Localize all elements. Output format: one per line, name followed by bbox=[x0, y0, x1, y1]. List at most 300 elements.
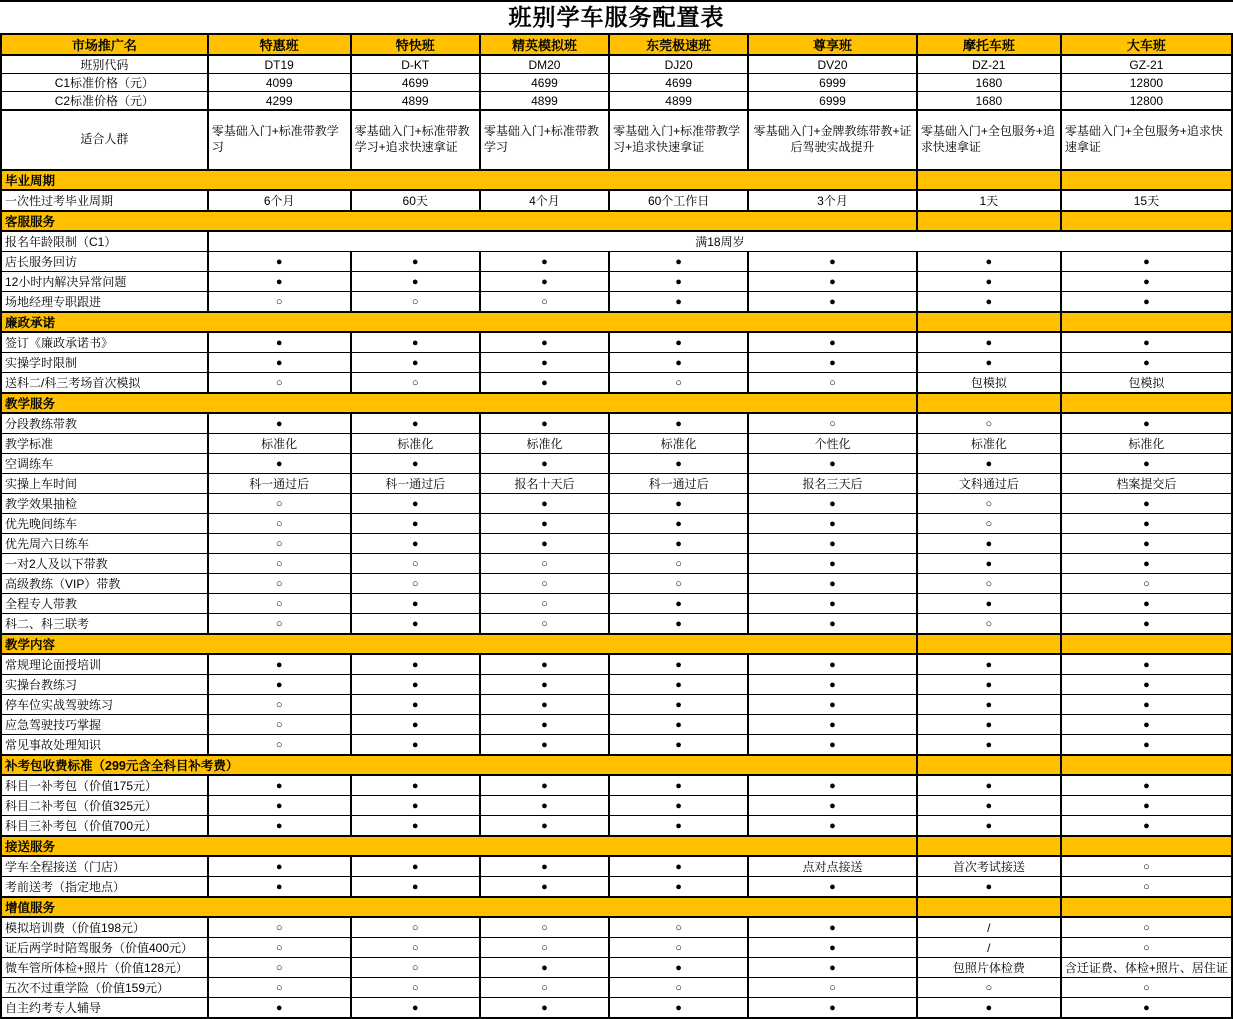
section-filler bbox=[1061, 393, 1232, 413]
cell-value: ● bbox=[208, 775, 351, 796]
cell-value: ● bbox=[351, 272, 480, 292]
cell-value: ○ bbox=[208, 594, 351, 614]
cell-value: ● bbox=[748, 675, 917, 695]
cell-value: ○ bbox=[480, 554, 609, 574]
cell-value: ● bbox=[351, 775, 480, 796]
row-label: 模拟培训费（价值198元） bbox=[1, 917, 208, 938]
table-row bbox=[1, 434, 1232, 454]
cell-value: ● bbox=[917, 816, 1061, 837]
table-row bbox=[1, 74, 1232, 92]
row-label: C1标准价格（元） bbox=[1, 74, 208, 92]
cell-value: ● bbox=[480, 796, 609, 816]
cell-value: ● bbox=[748, 614, 917, 635]
table-row bbox=[1, 715, 1232, 735]
cell-value: 4899 bbox=[609, 92, 748, 111]
section-row bbox=[1, 634, 1232, 654]
cell-value: ● bbox=[351, 594, 480, 614]
table-row bbox=[1, 958, 1232, 978]
cell-value: ○ bbox=[748, 413, 917, 434]
cell-value: ● bbox=[1061, 353, 1232, 373]
cell-value: ● bbox=[917, 272, 1061, 292]
row-label: 科二、科三联考 bbox=[1, 614, 208, 635]
table-row bbox=[1, 775, 1232, 796]
cell-value: 15天 bbox=[1061, 190, 1232, 211]
cell-value: 报名三天后 bbox=[748, 474, 917, 494]
cell-value: ● bbox=[748, 594, 917, 614]
cell-value: ● bbox=[351, 534, 480, 554]
cell-value: ● bbox=[351, 252, 480, 272]
cell-value: DV20 bbox=[748, 55, 917, 74]
table-row bbox=[1, 675, 1232, 695]
row-label: 教学效果抽检 bbox=[1, 494, 208, 514]
cell-value: ● bbox=[917, 877, 1061, 898]
section-title: 增值服务 bbox=[1, 897, 917, 917]
row-label: 常见事故处理知识 bbox=[1, 735, 208, 756]
cell-value: ● bbox=[917, 775, 1061, 796]
section-title: 补考包收费标准（299元含全科目补考费） bbox=[1, 755, 917, 775]
cell-value: ● bbox=[1061, 695, 1232, 715]
cell-value: ● bbox=[480, 958, 609, 978]
cell-value: ● bbox=[917, 534, 1061, 554]
cell-value: 1680 bbox=[917, 92, 1061, 111]
cell-value: 标准化 bbox=[1061, 434, 1232, 454]
cell-value: 零基础入门+标准带教学习+追求快速拿证 bbox=[609, 110, 748, 170]
cell-value: ● bbox=[480, 816, 609, 837]
cell-value: ○ bbox=[208, 715, 351, 735]
cell-value: ● bbox=[609, 877, 748, 898]
table-row bbox=[1, 231, 1232, 252]
cell-value: ● bbox=[351, 735, 480, 756]
cell-value: 科一通过后 bbox=[351, 474, 480, 494]
cell-value: 4699 bbox=[480, 74, 609, 92]
cell-value: ○ bbox=[917, 413, 1061, 434]
cell-value: ● bbox=[609, 514, 748, 534]
cell-value: ○ bbox=[208, 292, 351, 313]
table-row bbox=[1, 55, 1232, 74]
cell-value: ● bbox=[748, 272, 917, 292]
cell-value: ○ bbox=[208, 574, 351, 594]
cell-value: 3个月 bbox=[748, 190, 917, 211]
cell-value: ● bbox=[208, 675, 351, 695]
cell-value: ● bbox=[1061, 998, 1232, 1019]
cell-value: ● bbox=[208, 252, 351, 272]
section-filler bbox=[1061, 170, 1232, 190]
cell-value: ● bbox=[1061, 796, 1232, 816]
table-row bbox=[1, 554, 1232, 574]
column-header: 特惠班 bbox=[208, 34, 351, 55]
column-header: 尊享班 bbox=[748, 34, 917, 55]
cell-value: ● bbox=[480, 353, 609, 373]
cell-value: 60个工作日 bbox=[609, 190, 748, 211]
cell-value: ● bbox=[480, 494, 609, 514]
cell-value: ● bbox=[748, 695, 917, 715]
cell-value: ● bbox=[208, 454, 351, 474]
cell-value: 零基础入门+标准带教学习 bbox=[208, 110, 351, 170]
cell-value: ○ bbox=[208, 735, 351, 756]
section-title: 客服服务 bbox=[1, 211, 917, 231]
cell-value: ● bbox=[917, 332, 1061, 353]
section-row bbox=[1, 211, 1232, 231]
cell-value: ● bbox=[480, 877, 609, 898]
cell-value: ○ bbox=[748, 373, 917, 394]
cell-value: ○ bbox=[917, 614, 1061, 635]
cell-value: ○ bbox=[609, 938, 748, 958]
cell-value: ● bbox=[351, 654, 480, 675]
cell-value: DZ-21 bbox=[917, 55, 1061, 74]
row-label: 报名年龄限制（C1） bbox=[1, 231, 208, 252]
cell-value: ● bbox=[609, 715, 748, 735]
row-label: 科目二补考包（价值325元） bbox=[1, 796, 208, 816]
cell-value: ● bbox=[748, 534, 917, 554]
cell-value: ○ bbox=[480, 292, 609, 313]
cell-value: ○ bbox=[480, 594, 609, 614]
cell-value: 零基础入门+金牌教练带教+证后驾驶实战提升 bbox=[748, 110, 917, 170]
cell-value: ● bbox=[480, 252, 609, 272]
cell-value: ● bbox=[1061, 272, 1232, 292]
cell-value: ○ bbox=[351, 958, 480, 978]
table-row bbox=[1, 614, 1232, 635]
cell-value: ● bbox=[1061, 554, 1232, 574]
cell-value: ● bbox=[351, 998, 480, 1019]
cell-value: ● bbox=[1061, 413, 1232, 434]
section-title: 廉政承诺 bbox=[1, 312, 917, 332]
cell-value: 4699 bbox=[609, 74, 748, 92]
section-row bbox=[1, 836, 1232, 856]
cell-value: ○ bbox=[1061, 938, 1232, 958]
cell-value: ● bbox=[1061, 594, 1232, 614]
cell-value: 4299 bbox=[208, 92, 351, 111]
cell-value: 报名十天后 bbox=[480, 474, 609, 494]
section-title: 教学服务 bbox=[1, 393, 917, 413]
section-filler bbox=[1061, 755, 1232, 775]
cell-value: ● bbox=[1061, 775, 1232, 796]
cell-value: ○ bbox=[351, 373, 480, 394]
cell-value: 4099 bbox=[208, 74, 351, 92]
cell-value: ○ bbox=[480, 614, 609, 635]
cell-value: 科一通过后 bbox=[208, 474, 351, 494]
table-row bbox=[1, 978, 1232, 998]
row-label: C2标准价格（元） bbox=[1, 92, 208, 111]
cell-value: ○ bbox=[351, 574, 480, 594]
table-row bbox=[1, 735, 1232, 756]
cell-value: ● bbox=[208, 998, 351, 1019]
table-row bbox=[1, 816, 1232, 837]
cell-value: ● bbox=[609, 695, 748, 715]
cell-value: ● bbox=[917, 353, 1061, 373]
cell-value: ● bbox=[609, 796, 748, 816]
cell-value: ● bbox=[609, 332, 748, 353]
cell-value: ● bbox=[748, 514, 917, 534]
row-label: 分段教练带教 bbox=[1, 413, 208, 434]
table-row bbox=[1, 938, 1232, 958]
row-label: 12小时内解决异常问题 bbox=[1, 272, 208, 292]
cell-value: 6个月 bbox=[208, 190, 351, 211]
cell-value: ● bbox=[1061, 332, 1232, 353]
cell-value: ○ bbox=[208, 695, 351, 715]
table-row bbox=[1, 454, 1232, 474]
cell-value: ● bbox=[1061, 252, 1232, 272]
cell-value: ● bbox=[609, 998, 748, 1019]
cell-value: ● bbox=[480, 654, 609, 675]
cell-value: ● bbox=[748, 654, 917, 675]
cell-value: 零基础入门+标准带教学习+追求快速拿证 bbox=[351, 110, 480, 170]
table-row bbox=[1, 332, 1232, 353]
cell-value: ● bbox=[1061, 292, 1232, 313]
cell-value: 1天 bbox=[917, 190, 1061, 211]
class-config-table bbox=[0, 33, 1233, 1019]
cell-value: ● bbox=[917, 796, 1061, 816]
cell-value: ○ bbox=[1061, 978, 1232, 998]
cell-value: DM20 bbox=[480, 55, 609, 74]
cell-value: 零基础入门+全包服务+追求快速拿证 bbox=[917, 110, 1061, 170]
cell-value: ● bbox=[208, 413, 351, 434]
cell-value: ● bbox=[748, 554, 917, 574]
section-filler bbox=[917, 170, 1061, 190]
cell-value: ● bbox=[480, 695, 609, 715]
table-row bbox=[1, 413, 1232, 434]
row-label: 签订《廉政承诺书》 bbox=[1, 332, 208, 353]
cell-value: 4699 bbox=[351, 74, 480, 92]
cell-value: ○ bbox=[917, 514, 1061, 534]
header-row bbox=[1, 34, 1232, 55]
cell-value: ○ bbox=[609, 917, 748, 938]
section-row bbox=[1, 393, 1232, 413]
cell-value: ● bbox=[351, 796, 480, 816]
cell-value: ● bbox=[609, 958, 748, 978]
column-header: 精英模拟班 bbox=[480, 34, 609, 55]
table-row bbox=[1, 474, 1232, 494]
row-label: 实操学时限制 bbox=[1, 353, 208, 373]
table-row bbox=[1, 190, 1232, 211]
cell-value: ○ bbox=[208, 917, 351, 938]
cell-value: ● bbox=[917, 594, 1061, 614]
section-row bbox=[1, 312, 1232, 332]
cell-value: 6999 bbox=[748, 74, 917, 92]
cell-value: 标准化 bbox=[351, 434, 480, 454]
cell-value: ○ bbox=[609, 574, 748, 594]
cell-value: ○ bbox=[748, 978, 917, 998]
cell-value: ● bbox=[480, 856, 609, 877]
row-label: 科目三补考包（价值700元） bbox=[1, 816, 208, 837]
cell-value: ○ bbox=[208, 534, 351, 554]
row-label: 五次不过重学险（价值159元） bbox=[1, 978, 208, 998]
cell-value: 档案提交后 bbox=[1061, 474, 1232, 494]
column-header: 大车班 bbox=[1061, 34, 1232, 55]
cell-value: ● bbox=[609, 413, 748, 434]
cell-value: ● bbox=[917, 695, 1061, 715]
table-row bbox=[1, 796, 1232, 816]
cell-value: ● bbox=[351, 695, 480, 715]
cell-value: ● bbox=[609, 775, 748, 796]
table-row bbox=[1, 292, 1232, 313]
cell-value: ● bbox=[480, 534, 609, 554]
cell-value: ○ bbox=[351, 554, 480, 574]
table-row bbox=[1, 877, 1232, 898]
cell-value: ○ bbox=[480, 574, 609, 594]
cell-value: 含迁证费、体检+照片、居住证 bbox=[1061, 958, 1232, 978]
cell-value: 科一通过后 bbox=[609, 474, 748, 494]
cell-value: ● bbox=[917, 554, 1061, 574]
cell-value: ○ bbox=[1061, 856, 1232, 877]
cell-value: ● bbox=[208, 332, 351, 353]
cell-value: 4899 bbox=[351, 92, 480, 111]
table-row bbox=[1, 353, 1232, 373]
cell-value: ● bbox=[1061, 494, 1232, 514]
cell-value: 标准化 bbox=[480, 434, 609, 454]
table-row bbox=[1, 92, 1232, 111]
column-header: 摩托车班 bbox=[917, 34, 1061, 55]
cell-value: 4个月 bbox=[480, 190, 609, 211]
cell-value: ○ bbox=[208, 978, 351, 998]
section-filler bbox=[917, 836, 1061, 856]
row-label: 适合人群 bbox=[1, 110, 208, 170]
cell-value: ○ bbox=[1061, 877, 1232, 898]
cell-value: ● bbox=[1061, 735, 1232, 756]
section-row bbox=[1, 897, 1232, 917]
cell-value: ● bbox=[480, 373, 609, 394]
row-label: 店长服务回访 bbox=[1, 252, 208, 272]
cell-value: ● bbox=[609, 816, 748, 837]
section-filler bbox=[1061, 897, 1232, 917]
table-row bbox=[1, 695, 1232, 715]
cell-value: ● bbox=[1061, 715, 1232, 735]
cell-value: ● bbox=[917, 715, 1061, 735]
cell-value: ● bbox=[208, 856, 351, 877]
row-label: 一次性过考毕业周期 bbox=[1, 190, 208, 211]
cell-value: ○ bbox=[351, 917, 480, 938]
table-row bbox=[1, 272, 1232, 292]
cell-value: 零基础入门+标准带教学习 bbox=[480, 110, 609, 170]
section-title: 教学内容 bbox=[1, 634, 917, 654]
cell-value: ● bbox=[609, 856, 748, 877]
cell-value: ● bbox=[351, 454, 480, 474]
cell-value: ● bbox=[208, 816, 351, 837]
cell-value: ● bbox=[748, 292, 917, 313]
cell-value: ○ bbox=[208, 958, 351, 978]
cell-value: ● bbox=[609, 454, 748, 474]
row-label: 场地经理专职跟进 bbox=[1, 292, 208, 313]
cell-value: ● bbox=[351, 514, 480, 534]
cell-value: ● bbox=[609, 252, 748, 272]
cell-value: 标准化 bbox=[917, 434, 1061, 454]
column-header: 东莞极速班 bbox=[609, 34, 748, 55]
cell-value: ● bbox=[609, 654, 748, 675]
cell-value: ● bbox=[480, 775, 609, 796]
cell-value: ● bbox=[609, 272, 748, 292]
cell-value: 标准化 bbox=[609, 434, 748, 454]
cell-value: ● bbox=[748, 775, 917, 796]
table-row bbox=[1, 534, 1232, 554]
row-label: 空调练车 bbox=[1, 454, 208, 474]
column-header: 特快班 bbox=[351, 34, 480, 55]
row-label: 证后两学时陪驾服务（价值400元） bbox=[1, 938, 208, 958]
cell-value: ● bbox=[609, 292, 748, 313]
cell-value: ○ bbox=[917, 978, 1061, 998]
cell-value: ● bbox=[480, 675, 609, 695]
cell-value: ● bbox=[748, 877, 917, 898]
table-row bbox=[1, 252, 1232, 272]
cell-value: ● bbox=[748, 454, 917, 474]
cell-value: ● bbox=[351, 353, 480, 373]
cell-value: ● bbox=[208, 272, 351, 292]
row-label: 应急驾驶技巧掌握 bbox=[1, 715, 208, 735]
row-label: 一对2人及以下带教 bbox=[1, 554, 208, 574]
cell-value: ○ bbox=[208, 614, 351, 635]
cell-value: ○ bbox=[1061, 574, 1232, 594]
row-label: 教学标准 bbox=[1, 434, 208, 454]
cell-value: ● bbox=[917, 675, 1061, 695]
cell-value: ● bbox=[208, 796, 351, 816]
row-label: 优先周六日练车 bbox=[1, 534, 208, 554]
cell-value: ● bbox=[609, 534, 748, 554]
cell-value: ● bbox=[748, 252, 917, 272]
cell-value: ● bbox=[609, 614, 748, 635]
row-label: 实操台教练习 bbox=[1, 675, 208, 695]
cell-value: ○ bbox=[480, 978, 609, 998]
cell-value: ○ bbox=[917, 574, 1061, 594]
table-row bbox=[1, 998, 1232, 1019]
cell-value: 6999 bbox=[748, 92, 917, 111]
cell-value: ● bbox=[351, 856, 480, 877]
cell-value: ○ bbox=[208, 373, 351, 394]
cell-value: GZ-21 bbox=[1061, 55, 1232, 74]
cell-value: 标准化 bbox=[208, 434, 351, 454]
cell-value: ● bbox=[351, 675, 480, 695]
cell-value: ● bbox=[208, 877, 351, 898]
cell-value: ● bbox=[748, 958, 917, 978]
cell-value: ● bbox=[208, 654, 351, 675]
cell-value: / bbox=[917, 938, 1061, 958]
cell-value: DJ20 bbox=[609, 55, 748, 74]
section-filler bbox=[917, 755, 1061, 775]
section-filler bbox=[917, 897, 1061, 917]
cell-value: ● bbox=[1061, 816, 1232, 837]
section-row bbox=[1, 755, 1232, 775]
row-label: 学车全程接送（门店） bbox=[1, 856, 208, 877]
cell-value: ○ bbox=[351, 978, 480, 998]
cell-value: ● bbox=[1061, 675, 1232, 695]
cell-value: ● bbox=[609, 675, 748, 695]
table-row bbox=[1, 110, 1232, 170]
cell-value: ● bbox=[1061, 514, 1232, 534]
table-row bbox=[1, 574, 1232, 594]
cell-value: ● bbox=[748, 816, 917, 837]
row-label: 全程专人带教 bbox=[1, 594, 208, 614]
cell-value: ○ bbox=[351, 938, 480, 958]
cell-value: ● bbox=[1061, 534, 1232, 554]
row-label: 送科二/科三考场首次模拟 bbox=[1, 373, 208, 394]
column-header: 市场推广名 bbox=[1, 34, 208, 55]
section-filler bbox=[1061, 634, 1232, 654]
cell-value: ● bbox=[351, 816, 480, 837]
cell-value: ○ bbox=[480, 917, 609, 938]
table-row bbox=[1, 654, 1232, 675]
cell-value: ○ bbox=[208, 494, 351, 514]
section-row bbox=[1, 170, 1232, 190]
page-title: 班别学车服务配置表 bbox=[508, 4, 725, 30]
section-filler bbox=[917, 393, 1061, 413]
cell-value: ● bbox=[480, 715, 609, 735]
row-label: 高级教练（VIP）带教 bbox=[1, 574, 208, 594]
row-label: 考前送考（指定地点） bbox=[1, 877, 208, 898]
section-filler bbox=[917, 211, 1061, 231]
cell-value: ○ bbox=[609, 978, 748, 998]
row-label: 实操上车时间 bbox=[1, 474, 208, 494]
section-filler bbox=[917, 634, 1061, 654]
section-filler bbox=[1061, 211, 1232, 231]
cell-value: ○ bbox=[208, 514, 351, 534]
cell-value: ○ bbox=[208, 938, 351, 958]
